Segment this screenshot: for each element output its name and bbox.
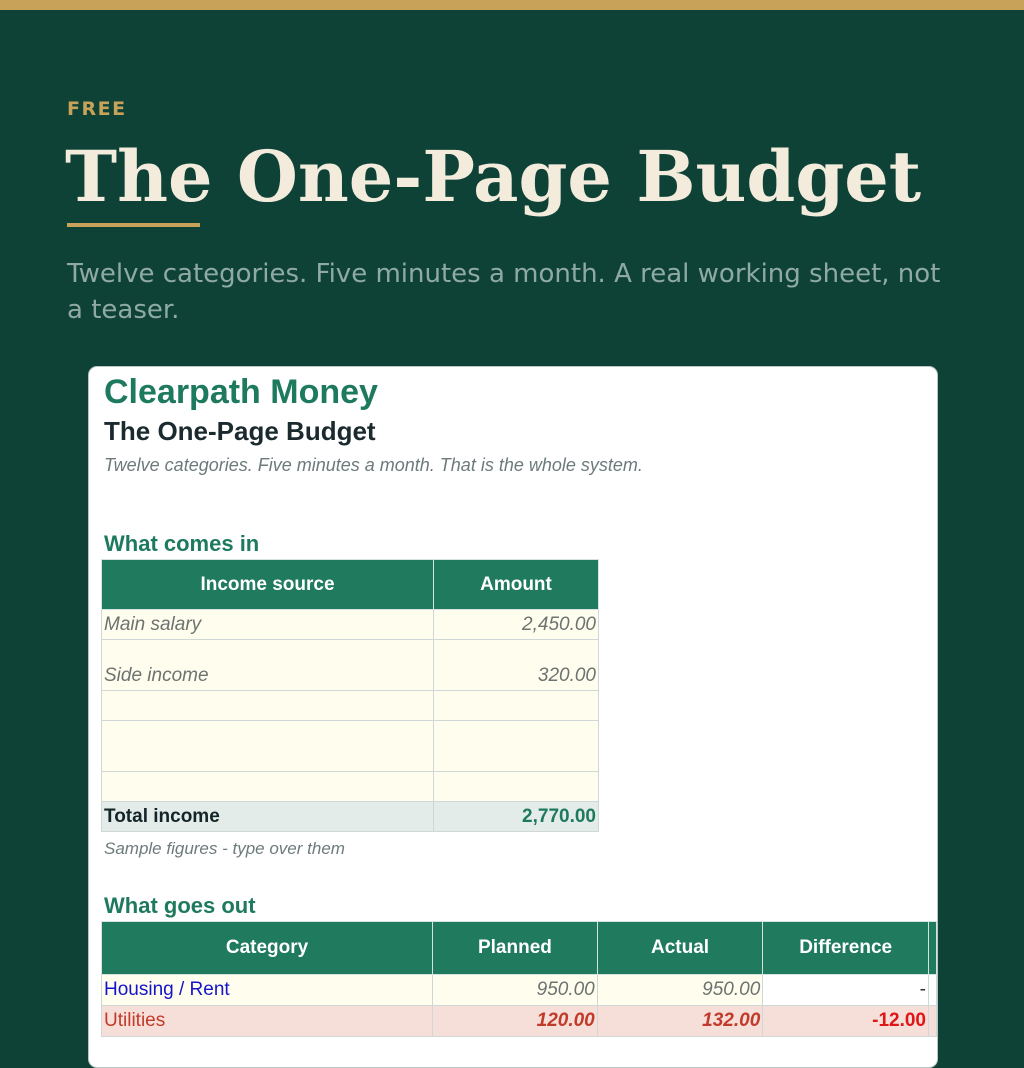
- title-underline: [67, 223, 200, 227]
- actual-header: Actual: [597, 922, 763, 975]
- filler-cell: [929, 1006, 937, 1037]
- income-total-row: [102, 802, 599, 832]
- income-source-header: Income source: [102, 560, 434, 610]
- income-source-cell[interactable]: [102, 772, 434, 802]
- header-filler: [929, 922, 937, 975]
- income-source-cell[interactable]: [102, 691, 434, 721]
- income-source-cell[interactable]: Main salary: [102, 610, 434, 640]
- page-title: The One-Page Budget: [65, 135, 922, 218]
- planned-header: Planned: [433, 922, 598, 975]
- expenses-section-heading: What goes out: [104, 893, 256, 918]
- sheet-tagline: Twelve categories. Five minutes a month. That is the whole system.: [104, 455, 643, 475]
- income-section-heading: What comes in: [104, 531, 260, 556]
- sheet-title: The One-Page Budget: [104, 416, 376, 446]
- planned-cell[interactable]: 950.00: [433, 975, 598, 1006]
- total-income-value: 2,770.00: [434, 802, 599, 832]
- amount-header: Amount: [434, 560, 599, 610]
- table-row: [102, 1006, 937, 1037]
- table-row: [102, 691, 599, 721]
- table-row: [102, 640, 599, 691]
- table-row: [102, 772, 599, 802]
- income-amount-cell[interactable]: [434, 721, 599, 772]
- category-link[interactable]: Housing / Rent: [102, 975, 433, 1006]
- income-source-cell[interactable]: [102, 721, 434, 772]
- sheet-brand: Clearpath Money: [104, 373, 378, 411]
- table-row: [102, 975, 937, 1006]
- income-amount-cell[interactable]: 2,450.00: [434, 610, 599, 640]
- total-income-label: Total income: [102, 802, 434, 832]
- category-header: Category: [102, 922, 433, 975]
- filler-cell: [929, 975, 937, 1006]
- income-source-cell[interactable]: Side income: [102, 640, 434, 691]
- difference-cell: -12.00: [763, 1006, 929, 1037]
- sample-note: Sample figures - type over them: [104, 839, 345, 858]
- income-header-row: [102, 560, 599, 610]
- spreadsheet-preview: [88, 366, 938, 1068]
- income-amount-cell[interactable]: [434, 772, 599, 802]
- eyebrow-label: FREE: [67, 98, 127, 120]
- category-link[interactable]: Utilities: [102, 1006, 433, 1037]
- difference-header: Difference: [763, 922, 929, 975]
- page-subtitle: Twelve categories. Five minutes a month. A real working sheet, not a teaser.: [67, 259, 941, 325]
- difference-cell: -: [763, 975, 929, 1006]
- income-amount-cell[interactable]: 320.00: [434, 640, 599, 691]
- planned-cell[interactable]: 120.00: [433, 1006, 598, 1037]
- actual-cell[interactable]: 950.00: [597, 975, 763, 1006]
- actual-cell[interactable]: 132.00: [597, 1006, 763, 1037]
- top-accent-bar: [0, 0, 1024, 10]
- table-row: [102, 610, 599, 640]
- table-row: [102, 721, 599, 772]
- income-amount-cell[interactable]: [434, 691, 599, 721]
- income-table: [101, 559, 599, 832]
- expenses-header-row: [102, 922, 937, 975]
- expenses-table: [101, 921, 937, 1037]
